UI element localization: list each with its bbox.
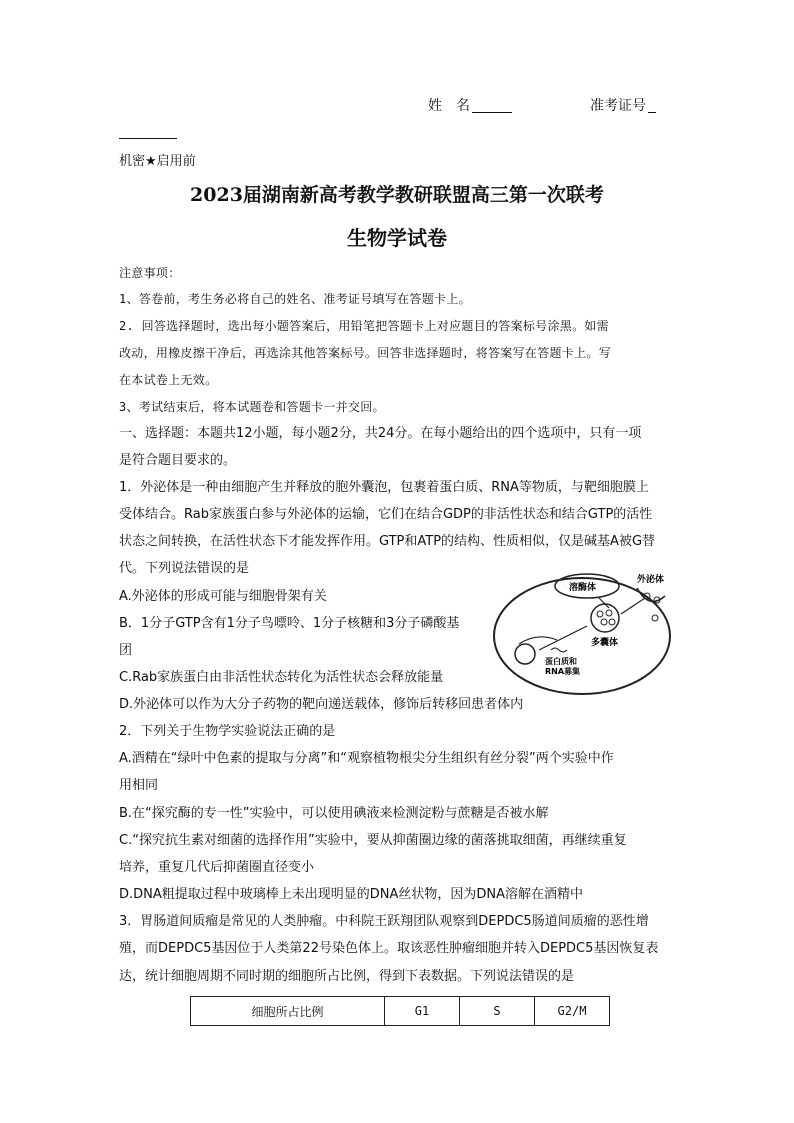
q1-stem-line: 状态之间转换，在活性状态下才能发挥作用。GTP和ATP的结构、性质相似，仅是碱基A被G替 — [119, 534, 656, 549]
cargo-label-line1: 蛋白质和 — [545, 657, 577, 666]
section-heading: 一、选择题：本题共12小题，每小题2分，共24分。在每小题给出的四个选项中，只有一项 — [119, 426, 642, 441]
notice-line: 2. 回答选择题时，选出每小题答案后，用铅笔把答题卡上对应题目的答案标号涂黑。如需 — [119, 319, 609, 333]
q2-option-a: A.酒精在“绿叶中色素的提取与分离”和“观察植物根尖分生组织有丝分裂”两个实验中作 — [119, 751, 614, 766]
cargo-label-line2: RNA募集 — [545, 667, 581, 676]
q1-option-d: D.外泌体可以作为大分子药物的靶向递送载体，修饰后转移回患者体内 — [119, 697, 524, 712]
released-exosome — [652, 615, 658, 621]
table-header-cell: S — [460, 997, 535, 1026]
notice-heading: 注意事项： — [119, 266, 181, 280]
early-endosome — [515, 644, 535, 664]
id-label: 准考证号 — [590, 98, 646, 114]
name-blank-line[interactable] — [472, 112, 512, 113]
cell-cycle-table — [190, 996, 610, 1026]
confidential-mark: 机密★启用前 — [119, 154, 196, 169]
intraluminal-vesicle — [597, 611, 603, 617]
q3-stem-line: 达，统计细胞周期不同时期的细胞所占比例，得到下表数据。下列说法错误的是 — [119, 969, 575, 984]
q3-stem-line: 殖，而DEPDC5基因位于人类第22号染色体上。取该恶性肿瘤细胞并转入DEPDC5基因恢复表 — [119, 941, 659, 956]
q2-option-c-cont: 培养，重复几代后抑菌圈直径变小 — [119, 860, 315, 875]
table-header-row — [191, 997, 610, 1026]
cargo-squiggle — [551, 648, 567, 652]
q2-option-a-cont: 用相同 — [119, 778, 159, 793]
q1-option-a: A.外泌体的形成可能与细胞骨架有关 — [119, 589, 327, 604]
q1-stem-line: 代。下列说法错误的是 — [119, 561, 250, 576]
q3-stem-line: 3．胃肠道间质瘤是常见的人类肿瘤。中科院王跃翔团队观察到DEPDC5肠道间质瘤的恶性增 — [119, 914, 649, 929]
exam-title: 2023届湖南新高考教学教研联盟高三第一次联考 — [190, 184, 604, 206]
mvb-label: 多囊体 — [591, 638, 619, 648]
q1-option-b: B．1分子GTP含有1分子鸟嘌呤、1分子核糖和3分子磷酸基 — [119, 616, 460, 631]
arrow-to-membrane — [621, 598, 645, 614]
exosome-label: 外泌体 — [637, 575, 665, 585]
q1-option-b-cont: 团 — [119, 643, 133, 658]
multivesicular-body — [591, 604, 619, 632]
intraluminal-vesicle — [601, 619, 607, 625]
q2-option-b: B.在“探究酶的专一性”实验中，可以使用碘液来检测淀粉与蔗糖是否被水解 — [119, 806, 549, 821]
q1-option-c: C.Rab家族蛋白由非活性状态转化为活性状态会释放能量 — [119, 670, 444, 685]
notice-line: 3、考试结束后，将本试题卷和答题卡一并交回。 — [119, 400, 385, 414]
arrow-to-mvb — [539, 626, 587, 650]
exam-subtitle: 生物学试卷 — [347, 226, 447, 250]
arrow-to-lysosome — [599, 598, 609, 608]
notice-line: 改动，用橡皮擦干净后，再选涂其他答案标号。回答非选择题时，将答案写在答题卡上。写 — [119, 346, 612, 360]
section-heading: 是符合题目要求的。 — [119, 453, 237, 468]
q1-stem-line: 受体结合。Rab家族蛋白参与外泌体的运输，它们在结合GDP的非活性状态和结合GTP的活性 — [119, 507, 653, 522]
exosome-figure — [487, 566, 677, 698]
lysosome-label: 溶酶体 — [569, 583, 597, 593]
notice-line: 在本试卷上无效。 — [119, 373, 218, 387]
notice-line: 1、答卷前，考生务必将自己的姓名、准考证号填写在答题卡上。 — [119, 292, 471, 306]
q2-option-d: D.DNA粗提取过程中玻璃棒上未出现明显的DNA丝状物，因为DNA溶解在酒精中 — [119, 887, 584, 902]
table-header-cell: G1 — [385, 997, 460, 1026]
id-blank-line[interactable] — [648, 112, 656, 113]
table-header-cell: G2/M — [535, 997, 610, 1026]
table-header-cell: 细胞所占比例 — [191, 997, 385, 1026]
name-label: 姓 名 — [428, 98, 470, 114]
q1-stem-line: 1．外泌体是一种由细胞产生并释放的胞外囊泡，包裹着蛋白质、RNA等物质，与靶细胞膜上 — [119, 480, 649, 495]
intraluminal-vesicle — [606, 610, 612, 616]
endocytosis-curve — [519, 637, 557, 644]
q2-stem: 2．下列关于生物学实验说法正确的是 — [119, 724, 336, 739]
intraluminal-vesicle — [609, 619, 615, 625]
q2-option-c: C.“探究抗生素对细菌的选择作用”实验中，要从抑菌圈边缘的菌落挑取细菌，再继续重复 — [119, 833, 627, 848]
id-blank-line-wrap[interactable] — [119, 138, 177, 139]
